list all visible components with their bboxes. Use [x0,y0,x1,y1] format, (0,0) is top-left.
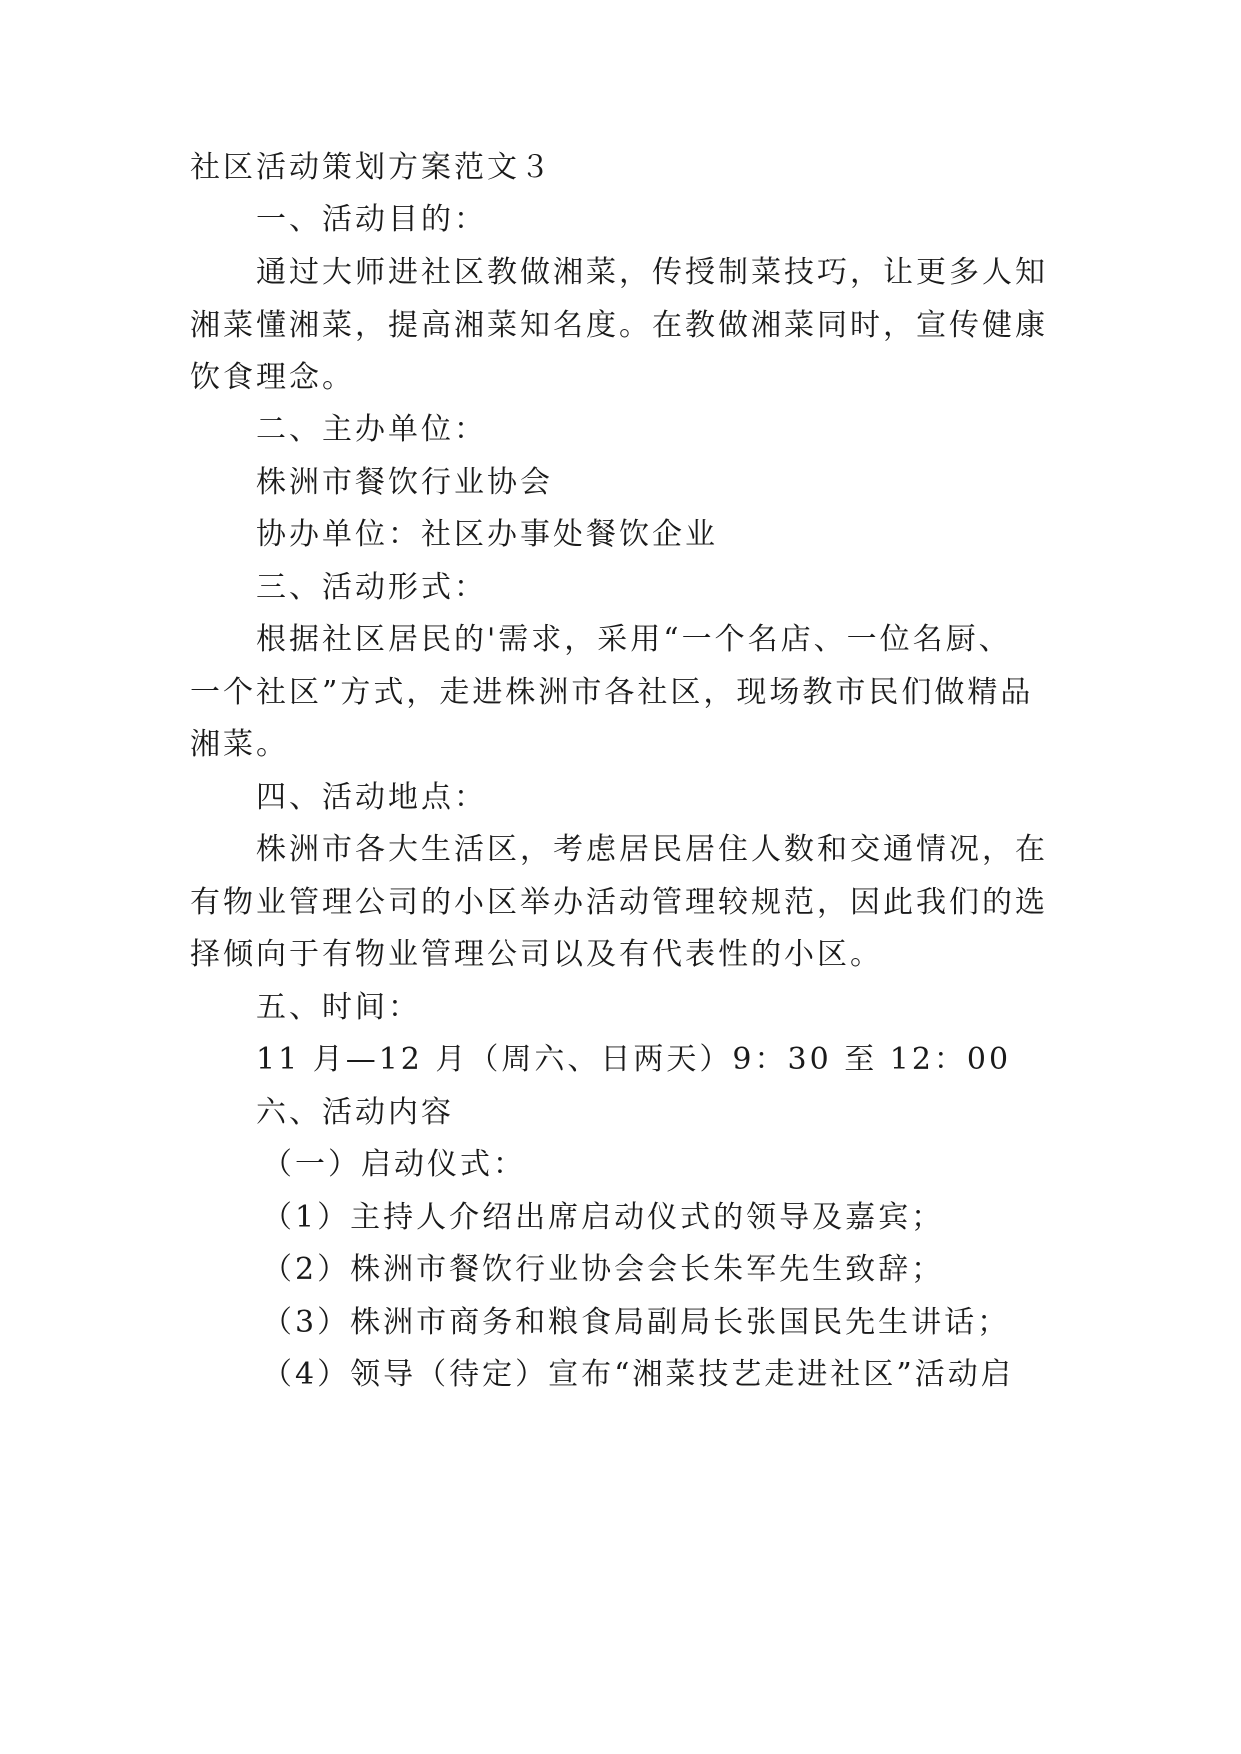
section-heading-content: 六、活动内容 [256,1095,454,1130]
section-heading-time: 五、时间： [256,990,421,1025]
list-item: （3）株洲市商务和粮食局副局长张国民先生讲话； [262,1305,1011,1340]
section-heading-purpose: 一、活动目的： [256,202,487,237]
subsection-heading: （一）启动仪式： [262,1147,526,1182]
section-heading-host: 二、主办单位： [256,412,487,447]
section-heading-format: 三、活动形式： [256,570,487,605]
paragraph-line: 根据社区居民的'需求，采用“一个名店、一位名厨、 [256,622,1012,657]
paragraph-line: 湘菜懂湘菜，提高湘菜知名度。在教做湘菜同时，宣传健康 [190,308,1048,343]
paragraph-line: 协办单位：社区办事处餐饮企业 [256,517,718,552]
paragraph-line: 11 月—12 月（周六、日两天）9：30 至 12：00 [256,1042,1012,1077]
paragraph-line: 通过大师进社区教做湘菜，传授制菜技巧，让更多人知 [256,255,1048,290]
paragraph-line: 一个社区”方式，走进株洲市各社区，现场教市民们做精品 [190,675,1034,710]
paragraph-line: 湘菜。 [190,727,289,762]
paragraph-line: 株洲市餐饮行业协会 [256,465,553,500]
list-item: （4）领导（待定）宣布“湘菜技艺走进社区”活动启 [262,1357,1014,1392]
paragraph-line: 饮食理念。 [190,360,355,395]
section-heading-location: 四、活动地点： [256,780,487,815]
paragraph-line: 择倾向于有物业管理公司以及有代表性的小区。 [190,937,883,972]
list-item: （2）株洲市餐饮行业协会会长朱军先生致辞； [262,1252,945,1287]
paragraph-line: 有物业管理公司的小区举办活动管理较规范，因此我们的选 [190,885,1048,920]
document-title: 社区活动策划方案范文３ [190,150,553,185]
list-item: （1）主持人介绍出席启动仪式的领导及嘉宾； [262,1200,945,1235]
paragraph-line: 株洲市各大生活区，考虑居民居住人数和交通情况，在 [256,832,1048,867]
